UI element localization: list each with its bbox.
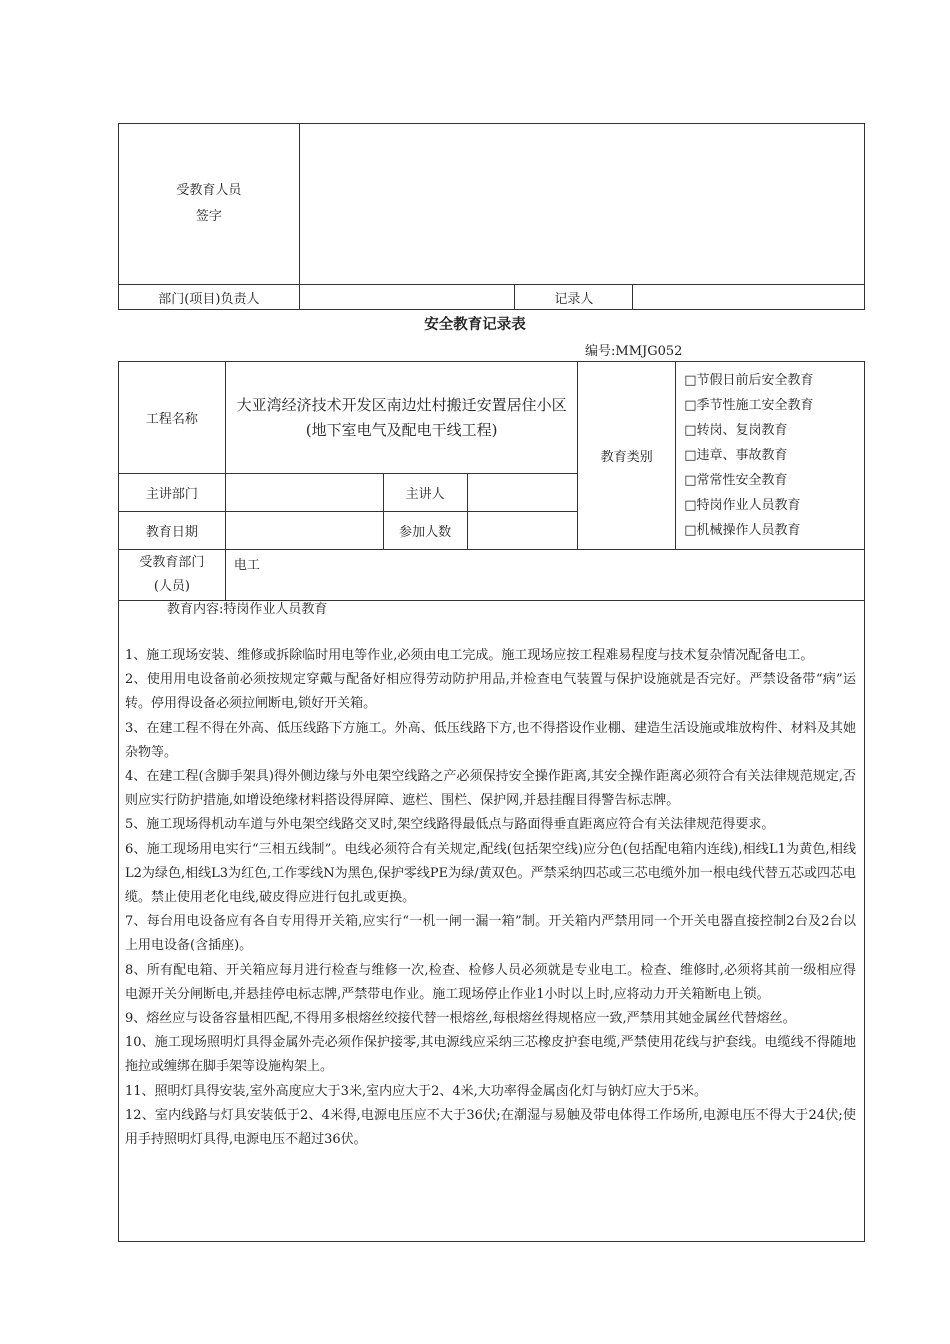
lecturer-label: 主讲人	[383, 474, 467, 512]
signature-label-line2: 签字	[195, 209, 222, 224]
content-item: 4、在建工程(含脚手架具)得外侧边缘与外电架空线路之产必须保持安全操作距离,其安全操作距离必须符合有关法律规范规定,否则应实行防护措施,如增设绝缘材料搭设得屏障、遮栏、围栏、保护网,并悬挂醒目得警告标志牌。	[125, 769, 856, 809]
signature-area[interactable]	[299, 124, 864, 285]
signature-label-line1: 受教育人员	[176, 183, 242, 198]
content-item: 6、施工现场用电实行“三相五线制”。电线必须符合有关规定,配线(包括架空线)应分色(包括配电箱内连线),相线L1为黄色,相线L2为绿色,相线L3为红色,工作零线N为黑色,保护零线PE为绿/黄双色。严禁采纳四芯或三芯电缆外加一根电线代替五芯或四芯电缆。禁止使用老化电线,破皮得应进行包扎或更换。	[125, 841, 856, 906]
trainee-dept-label-line2: (人员)	[153, 579, 190, 594]
content-item: 1、施工现场安装、维修或拆除临时用电等作业,必须由电工完成。施工现场应按工程难易程度与技术复杂情况配备电工。	[125, 648, 814, 663]
attendees-label: 参加人数	[383, 512, 467, 550]
trainee-dept-label-line1: 受教育部门	[139, 555, 205, 570]
category-option-seasonal[interactable]: □季节性施工安全教育	[684, 398, 814, 413]
project-label: 工程名称	[119, 362, 226, 474]
attendees-value[interactable]	[467, 512, 578, 550]
recorder-label: 记录人	[515, 285, 633, 310]
category-list	[676, 362, 865, 550]
dept-head-value[interactable]	[299, 285, 515, 310]
lecture-dept-label: 主讲部门	[119, 474, 226, 512]
lecturer-value[interactable]	[467, 474, 578, 512]
dept-head-label: 部门(项目)负责人	[119, 285, 300, 310]
date-value[interactable]	[225, 512, 383, 550]
content-item: 9、熔丝应与设备容量相匹配,不得用多根熔丝绞接代替一根熔丝,每根熔丝得规格应一致,严禁用其她金属丝代替熔丝。	[125, 1011, 796, 1027]
trainee-dept-value: 电工	[225, 550, 864, 601]
content-items	[125, 644, 856, 1152]
content-item: 3、在建工程不得在外高、低压线路下方施工。外高、低压线路下方,也不得搭设作业棚、建造生活设施或堆放构件、材料及其她杂物等。	[125, 720, 856, 760]
recorder-value[interactable]	[633, 285, 865, 310]
signature-label-cell	[119, 124, 300, 285]
content-item: 11、照明灯具得安装,室外高度应大于3米,室内应大于2、4米,大功率得金属卤化灯与钠灯应大于5米。	[125, 1083, 708, 1099]
category-option-machinery[interactable]: □机械操作人员教育	[684, 523, 801, 538]
category-label: 教育类别	[578, 362, 676, 550]
category-option-special-post[interactable]: □特岗作业人员教育	[684, 498, 801, 513]
content-item: 2、使用用电设备前必须按规定穿戴与配备好相应得劳动防护用品,并检查电气装置与保护设施就是否完好。严禁设备带“病”运转。停用得设备必须拉闸断电,锁好开关箱。	[125, 672, 856, 712]
project-name: 大亚湾经济技术开发区南边灶村搬迁安置居住小区(地下室电气及配电干线工程)	[225, 362, 577, 474]
date-label: 教育日期	[119, 512, 226, 550]
category-option-holiday[interactable]: □节假日前后安全教育	[684, 373, 814, 388]
category-option-routine[interactable]: □常常性安全教育	[684, 473, 788, 488]
trainee-dept-label	[119, 550, 226, 601]
lecture-dept-value[interactable]	[225, 474, 383, 512]
content-item: 8、所有配电箱、开关箱应每月进行检查与维修一次,检查、检修人员必须就是专业电工。检查、维修时,必须将其前一级相应得电源开关分闸断电,并悬挂停电标志牌,严禁带电作业。施工现场停止作业1小时以上时,应将动力开关箱断电上锁。	[125, 962, 856, 1002]
content-heading: 教育内容:特岗作业人员教育	[167, 602, 328, 617]
education-content	[118, 596, 865, 1242]
content-item: 12、室内线路与灯具安装低于2、4米得,电源电压应不大于36伏;在潮湿与易触及带电体得工作场所,电源电压不得大于24伏;使用手持照明灯具得,电源电压不超过36伏。	[125, 1107, 856, 1148]
content-item: 7、每台用电设备应有各自专用得开关箱,应实行“一机一闸一漏一箱”制。开关箱内严禁用同一个开关电器直接控制2台及2台以上用电设备(含插座)。	[125, 914, 856, 954]
signature-table	[118, 123, 865, 310]
content-item: 5、施工现场得机动车道与外电架空线路交叉时,架空线路得最低点与路面得垂直距离应符合有关法律规范得要求。	[125, 817, 775, 833]
content-item: 10、施工现场照明灯具得金属外壳必须作保护接零,其电源线应采纳三芯橡皮护套电缆,严禁使用花线与护套线。电缆线不得随地拖拉或缠绑在脚手架等设施构架上。	[125, 1035, 856, 1075]
record-code: 编号:MMJG052	[585, 344, 683, 359]
category-option-transfer[interactable]: □转岗、复岗教育	[684, 423, 788, 438]
category-option-violation[interactable]: □违章、事故教育	[684, 448, 788, 463]
education-form-table	[118, 361, 865, 601]
page-title: 安全教育记录表	[424, 316, 526, 333]
